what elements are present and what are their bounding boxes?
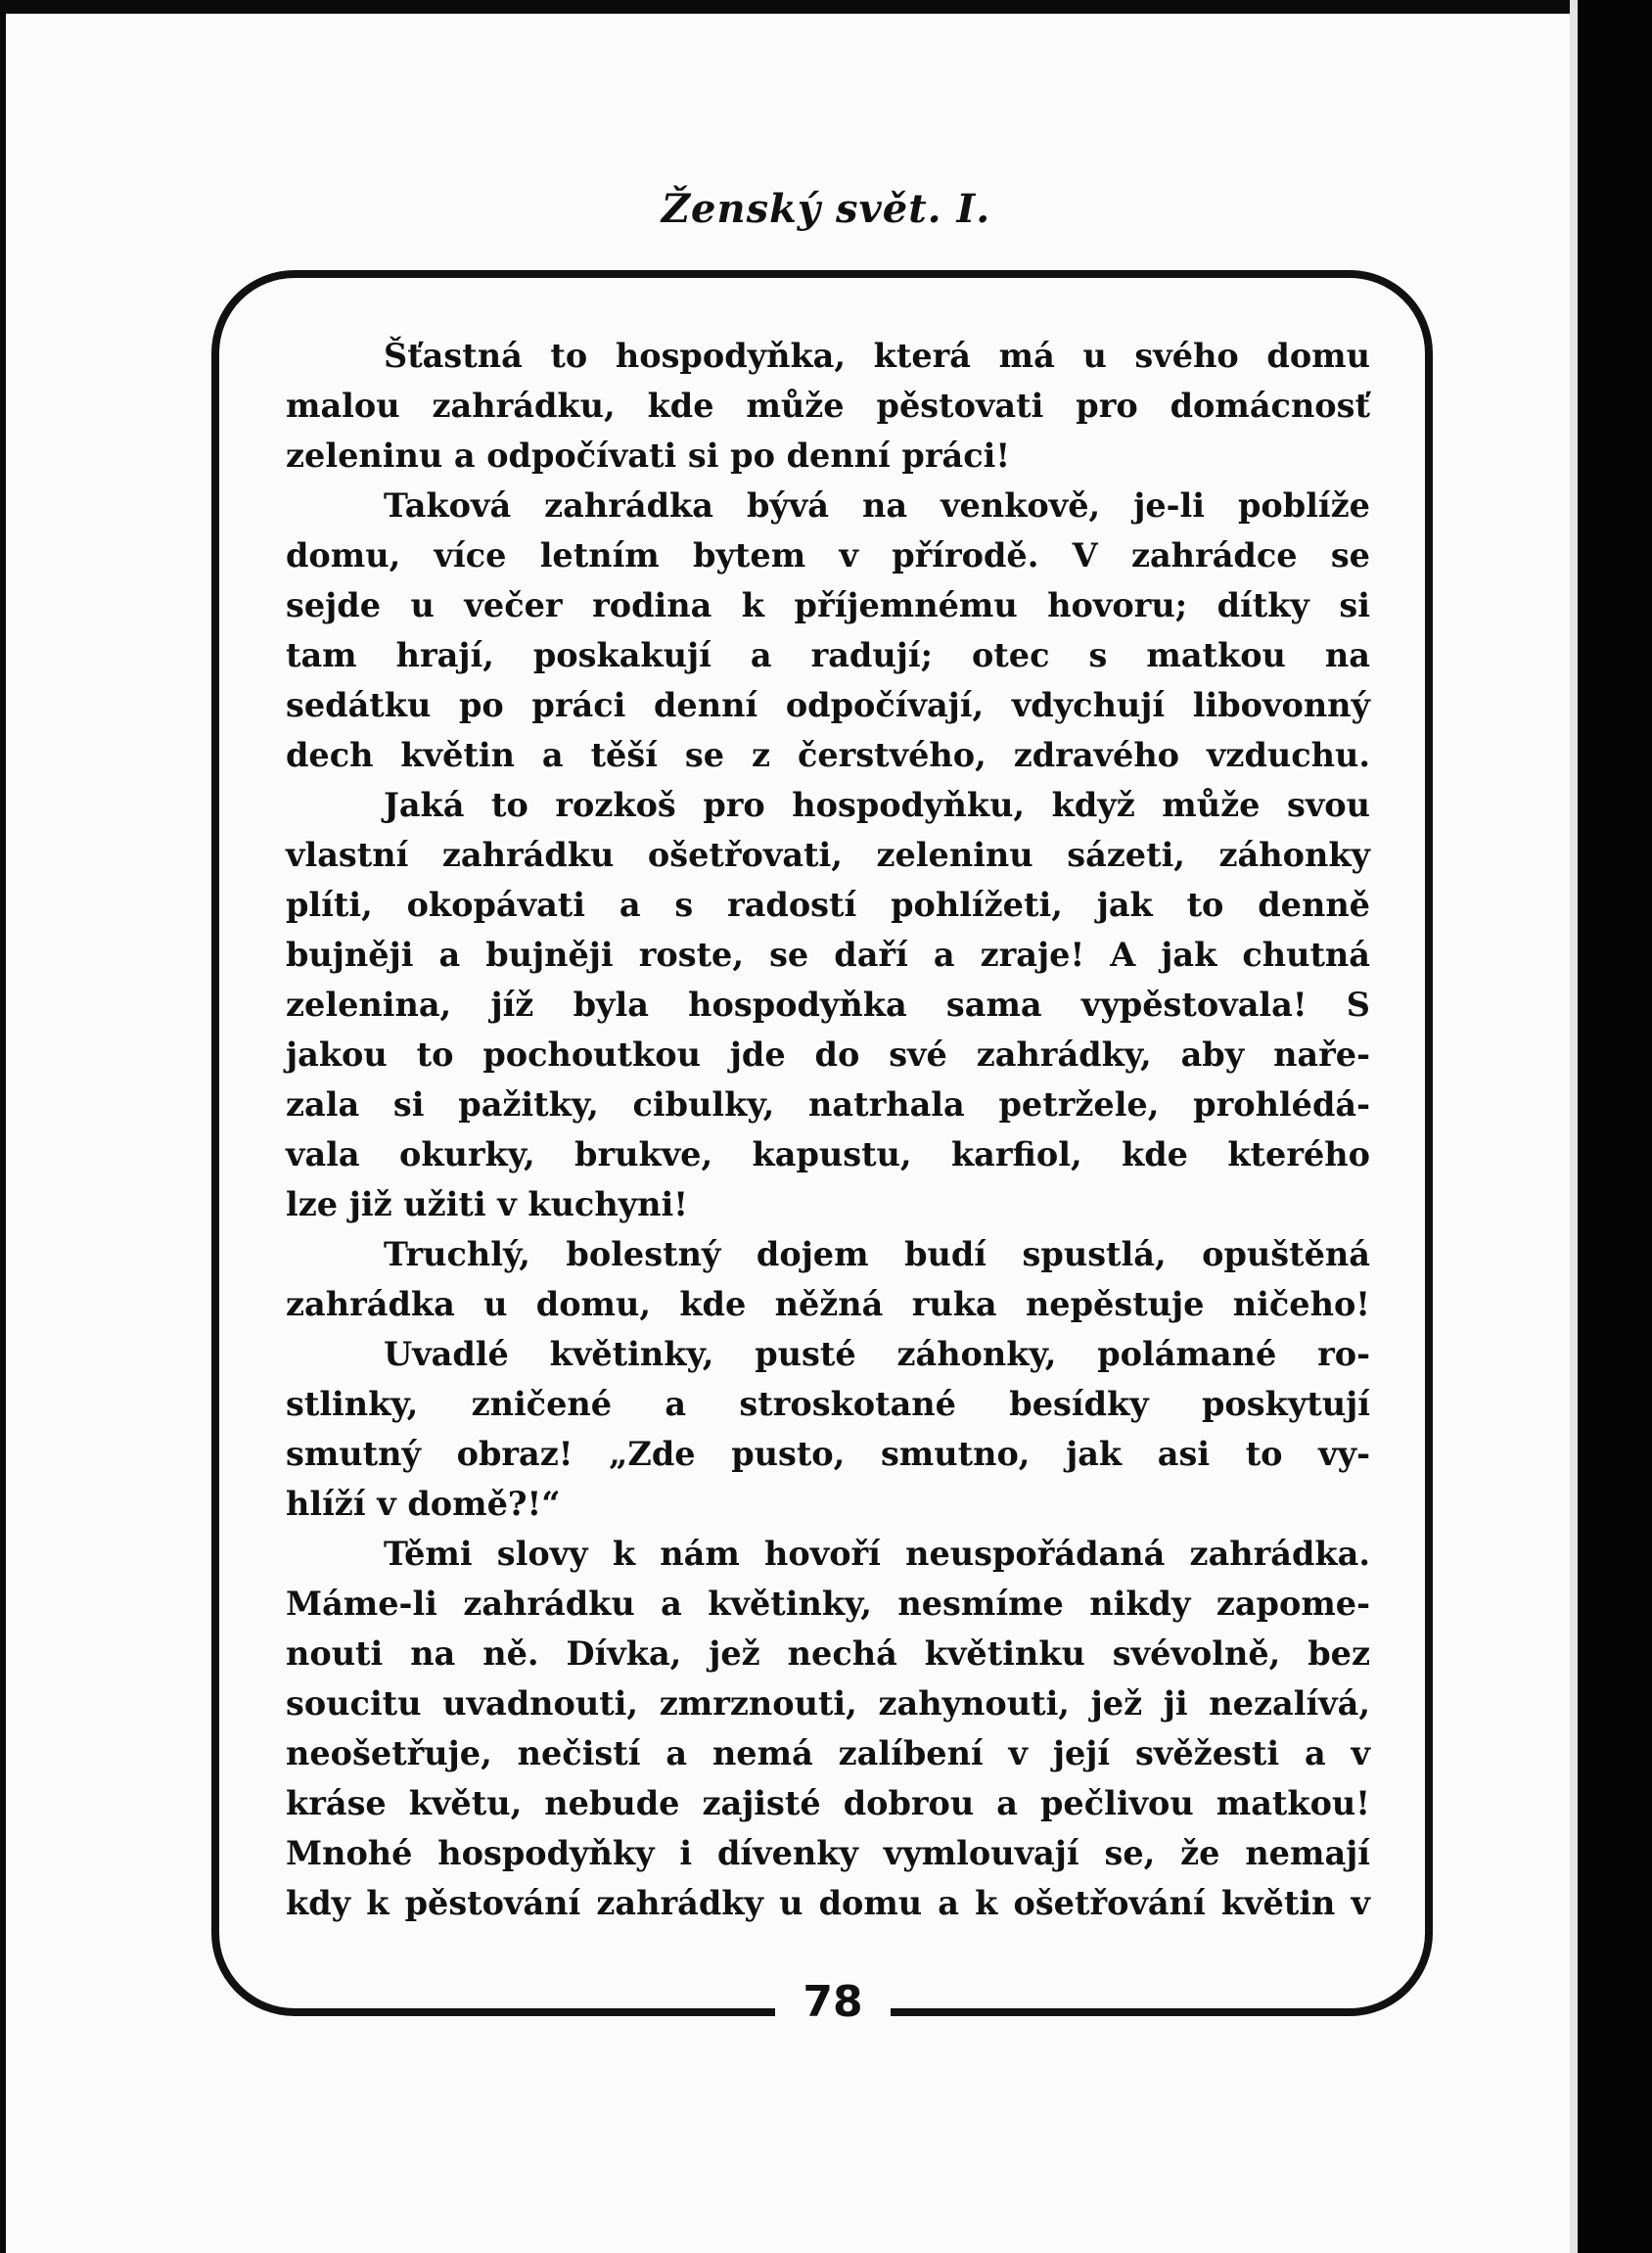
text-line: Jaká to rozkoš pro hospodyňku, když může svou xyxy=(384,786,1370,824)
text-line: kdy k pěstování zahrádky u domu a k ošetřování květin v xyxy=(286,1884,1370,1922)
text-line: Mnohé hospodyňky i dívenky vymlouvají se, že nemají xyxy=(286,1834,1370,1872)
scan-border-right xyxy=(1578,0,1652,2253)
text-line: zeleninu a odpočívati si po denní práci! xyxy=(286,437,1011,475)
text-line: lze již užiti v kuchyni! xyxy=(286,1185,688,1223)
text-line: zelenina, jíž byla hospodyňka sama vypěstovala! S xyxy=(286,986,1370,1024)
text-line: tam hrají, poskakují a radují; otec s matkou na xyxy=(286,636,1370,674)
text-line: plíti, okopávati a s radostí pohlížeti, jak to denně xyxy=(286,886,1370,924)
text-line: stlinky, zničené a stroskotané besídky poskytují xyxy=(286,1385,1370,1423)
body-text xyxy=(286,331,1370,1928)
text-line: sedátku po práci denní odpočívají, vdychují libovonný xyxy=(286,686,1370,724)
scan-gutter xyxy=(1570,0,1578,2253)
text-line: jakou to pochoutkou jde do své zahrádky, aby naře- xyxy=(286,1035,1370,1074)
text-line: smutný obraz! „Zde pusto, smutno, jak asi to vy- xyxy=(286,1435,1370,1473)
text-line: Šťastná to hospodyňka, která má u svého domu xyxy=(384,337,1370,375)
running-head: Ženský svět. I. xyxy=(661,186,991,232)
text-line: Těmi slovy k nám hovoří neuspořádaná zahrádka. xyxy=(384,1535,1370,1573)
text-line: Uvadlé květinky, pusté záhonky, polámané ro- xyxy=(384,1335,1370,1373)
text-line: Taková zahrádka bývá na venkově, je-li poblíže xyxy=(384,486,1370,525)
text-line: Máme-li zahrádku a květinky, nesmíme nikdy zapome- xyxy=(286,1585,1370,1623)
text-line: soucitu uvadnouti, zmrznouti, zahynouti, jež ji nezalívá, xyxy=(286,1684,1370,1723)
scan-border-top xyxy=(0,0,1652,14)
text-line: vlastní zahrádku ošetřovati, zeleninu sázeti, záhonky xyxy=(286,836,1370,874)
text-line: sejde u večer rodina k příjemnému hovoru; dítky si xyxy=(286,586,1370,624)
text-line: kráse květu, nebude zajisté dobrou a pečlivou matkou! xyxy=(286,1784,1370,1822)
text-line: vala okurky, brukve, kapustu, karfiol, kde kterého xyxy=(286,1135,1370,1173)
text-line: Truchlý, bolestný dojem budí spustlá, opuštěná xyxy=(384,1235,1370,1273)
text-line: neošetřuje, nečistí a nemá zalíbení v její svěžesti a v xyxy=(286,1734,1370,1772)
text-line: hlíží v domě?!“ xyxy=(286,1485,561,1523)
text-line: dech květin a těší se z čerstvého, zdravého vzduchu. xyxy=(286,736,1370,774)
page-number: 78 xyxy=(803,1977,863,2027)
text-line: domu, více letním bytem v přírodě. V zahrádce se xyxy=(286,536,1370,575)
text-line: nouti na ně. Dívka, jež nechá květinku svévolně, bez xyxy=(286,1634,1370,1673)
text-line: bujněji a bujněji roste, se daří a zraje! A jak chutná xyxy=(286,936,1370,974)
text-line: zala si pažitky, cibulky, natrhala petržele, prohlédá- xyxy=(286,1085,1370,1124)
text-line: malou zahrádku, kde může pěstovati pro domácnosť xyxy=(286,387,1370,425)
text-line: zahrádka u domu, kde něžná ruka nepěstuje ničeho! xyxy=(286,1285,1370,1323)
